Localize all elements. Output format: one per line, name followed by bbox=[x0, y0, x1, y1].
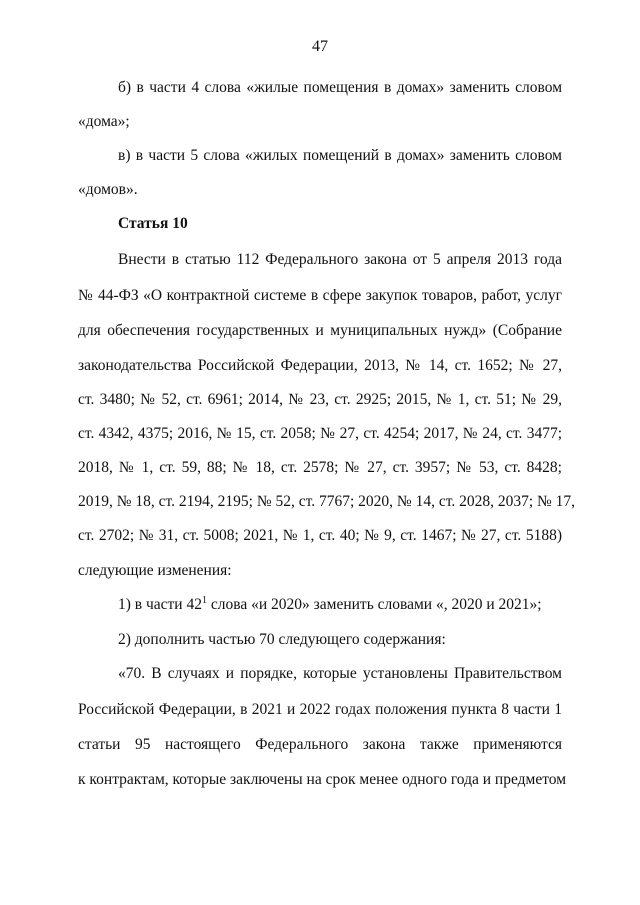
paragraph-line: следующие изменения: bbox=[78, 562, 232, 579]
paragraph-line: «домов». bbox=[78, 181, 138, 198]
article-heading: Статья 10 bbox=[118, 215, 188, 232]
quoted-line: «70. В случаях и порядке, которые установлены Правительством bbox=[118, 665, 562, 682]
paragraph-line: 2019, № 18, ст. 2194, 2195; № 52, ст. 7767; 2020, № 14, ст. 2028, 2037; № 17, bbox=[78, 493, 576, 510]
paragraph-line: ст. 2702; № 31, ст. 5008; 2021, № 1, ст. 40; № 9, ст. 1467; № 27, ст. 5188) bbox=[78, 527, 562, 544]
superscript: 1 bbox=[201, 594, 207, 606]
paragraph-line: № 44-ФЗ «О контрактной системе в сфере закупок товаров, работ, услуг bbox=[78, 287, 562, 304]
amendment-text: слова «и 2020» заменить словами «, 2020 и 2021»; bbox=[206, 596, 542, 613]
quoted-line: статьи 95 настоящего Федерального закона также применяются bbox=[78, 736, 562, 753]
amendment-text: 1) в части 42 bbox=[118, 596, 202, 613]
amendment-item-1 bbox=[118, 595, 562, 615]
quoted-line: Российской Федерации, в 2021 и 2022 годах положения пункта 8 части 1 bbox=[78, 701, 562, 718]
paragraph-line: б) в части 4 слова «жилые помещения в домах» заменить словом bbox=[118, 79, 562, 96]
paragraph-line: законодательства Российской Федерации, 2013, № 14, ст. 1652; № 27, bbox=[78, 357, 562, 374]
paragraph-line: ст. 4342, 4375; 2016, № 15, ст. 2058; № 27, ст. 4254; 2017, № 24, ст. 3477; bbox=[78, 425, 562, 442]
amendment-item-2: 2) дополнить частью 70 следующего содержания: bbox=[118, 631, 446, 648]
quoted-line: к контрактам, которые заключены на срок менее одного года и предметом bbox=[78, 771, 567, 788]
paragraph-line: для обеспечения государственных и муниципальных нужд» (Собрание bbox=[78, 322, 562, 339]
paragraph-line: 2018, № 1, ст. 59, 88; № 18, ст. 2578; № 27, ст. 3957; № 53, ст. 8428; bbox=[78, 459, 562, 476]
paragraph-line: «дома»; bbox=[78, 113, 130, 130]
paragraph-line: в) в части 5 слова «жилых помещений в домах» заменить словом bbox=[118, 147, 562, 164]
paragraph-line: Внести в статью 112 Федерального закона от 5 апреля 2013 года bbox=[118, 251, 562, 268]
page-number: 47 bbox=[312, 38, 328, 55]
paragraph-line: ст. 3480; № 52, ст. 6961; 2014, № 23, ст. 2925; 2015, № 1, ст. 51; № 29, bbox=[78, 391, 562, 408]
